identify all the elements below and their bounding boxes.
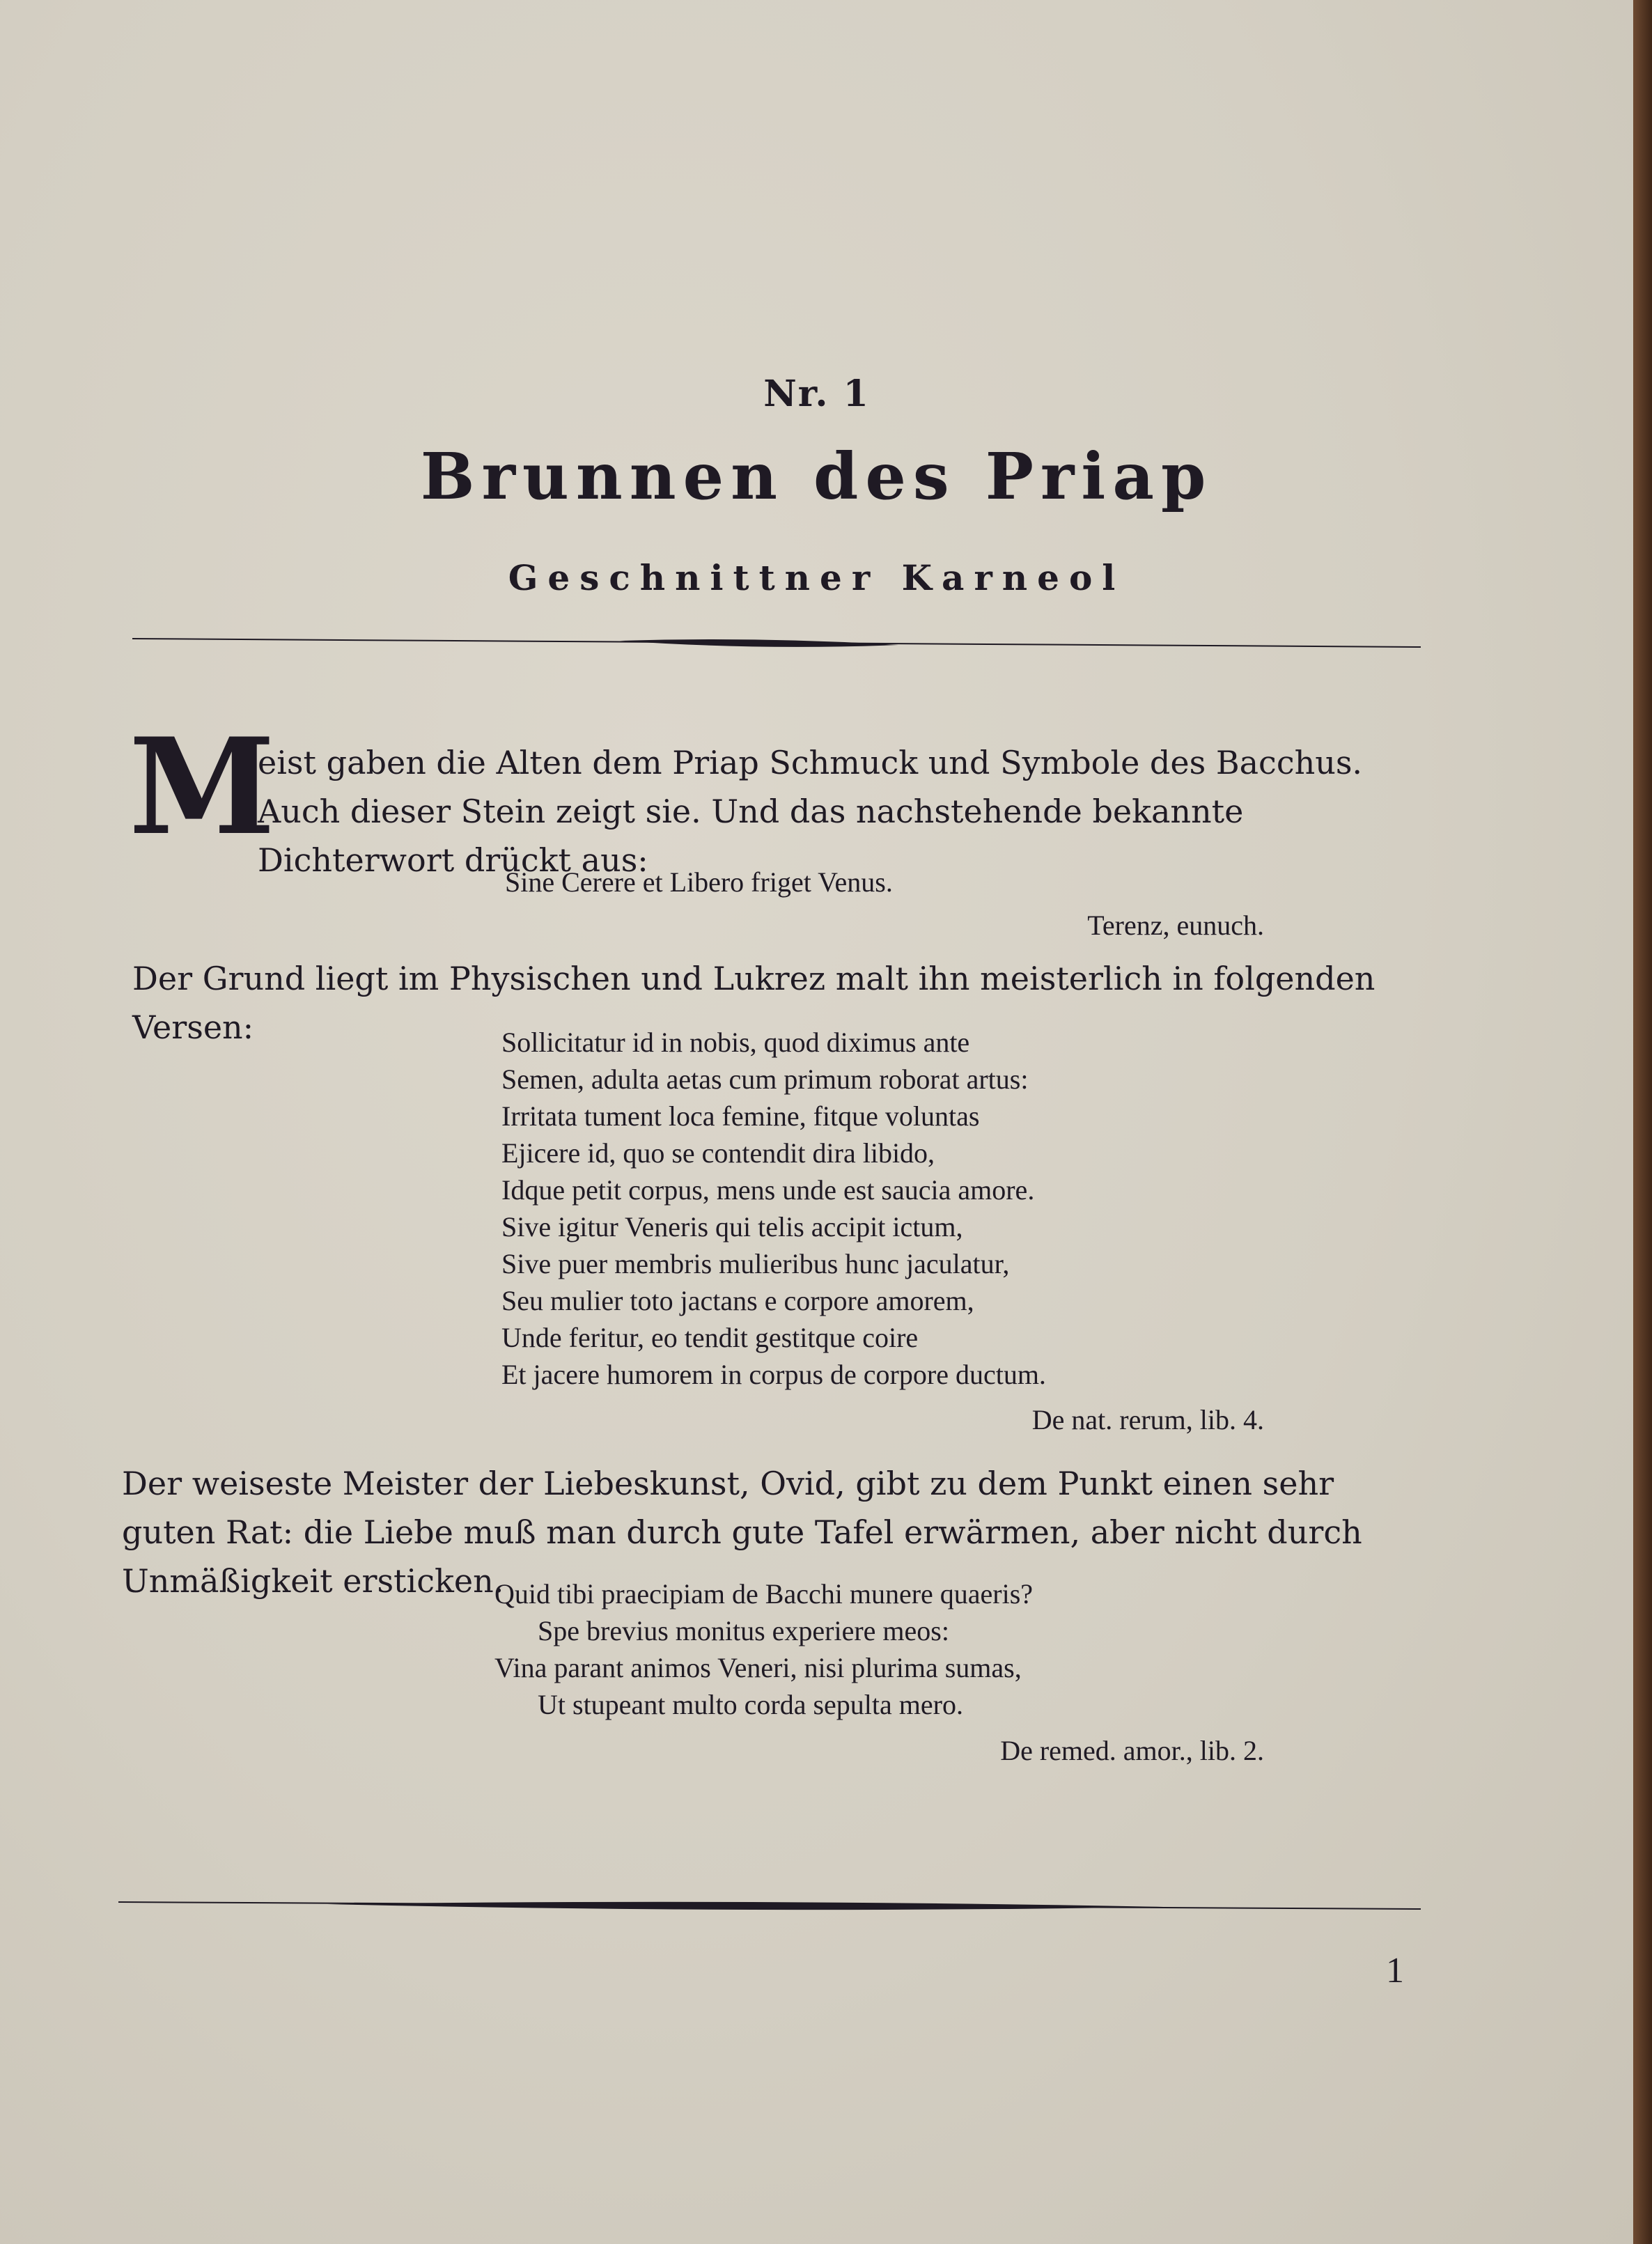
quote-lukrez	[501, 1024, 1046, 1393]
verse-line: Idque petit corpus, mens unde est saucia amore.	[501, 1174, 1035, 1206]
paragraph-ovid: Der weiseste Meister der Liebeskunst, Ovid, gibt zu dem Punkt einen sehr guten Rat: die Liebe muß man durch gute Tafel erwärmen, aber nicht durch Unmäßigkeit ersticken.	[122, 1465, 1362, 1600]
quote-terence-attribution: Terenz, eunuch.	[1087, 910, 1264, 941]
verse-line: Quid tibi praecipiam de Bacchi munere quaeris?	[494, 1578, 1034, 1610]
quote-terence-line: Sine Cerere et Libero friget Venus.	[505, 866, 893, 898]
entry-number: Nr. 1	[763, 373, 870, 415]
quote-lukrez-attribution: De nat. rerum, lib. 4.	[1031, 1404, 1264, 1435]
verse-line: Vina parant animos Veneri, nisi plurima sumas,	[494, 1652, 1022, 1683]
verse-line: Semen, adulta aetas cum primum roborat artus:	[501, 1063, 1029, 1095]
page-number: 1	[1386, 1951, 1404, 1990]
quote-ovid	[494, 1575, 1033, 1723]
ornamental-rule-bottom	[118, 1893, 1421, 1921]
verse-line: Irritata tument loca femine, fitque voluntas	[501, 1100, 980, 1132]
verse-line: Unde feritur, eo tendit gestitque coire	[501, 1322, 919, 1353]
verse-line: Ut stupeant multo corda sepulta mero.	[538, 1689, 963, 1720]
page-title: Brunnen des Priap	[420, 439, 1213, 514]
paragraph-lukrez: Der Grund liegt im Physischen und Lukrez malt ihn meisterlich in folgenden Versen:	[132, 960, 1376, 1046]
verse-line: Spe brevius monitus experiere meos:	[538, 1615, 949, 1646]
verse-line: Seu mulier toto jactans e corpore amorem,	[501, 1285, 974, 1316]
page-subtitle: Geschnittner Karneol	[508, 557, 1125, 598]
drop-cap: M	[129, 709, 276, 864]
ornamental-rule-top	[132, 627, 1421, 655]
verse-line: Et jacere humorem in corpus de corpore ductum.	[501, 1359, 1046, 1390]
verse-line: Sive igitur Veneris qui telis accipit ictum,	[501, 1211, 963, 1242]
verse-line: Ejicere id, quo se contendit dira libido,	[501, 1137, 935, 1169]
book-spine-edge	[1633, 0, 1652, 2244]
verse-line: Sive puer membris mulieribus hunc jaculatur,	[501, 1248, 1010, 1279]
verse-line: Sollicitatur id in nobis, quod diximus ante	[501, 1027, 970, 1058]
intro-paragraph: eist gaben die Alten dem Priap Schmuck und Symbole des Bacchus. Auch dieser Stein zeigt sie. Und das nachstehende bekannte Dichterwort drückt aus:	[258, 744, 1363, 879]
quote-ovid-attribution: De remed. amor., lib. 2.	[1000, 1735, 1264, 1766]
